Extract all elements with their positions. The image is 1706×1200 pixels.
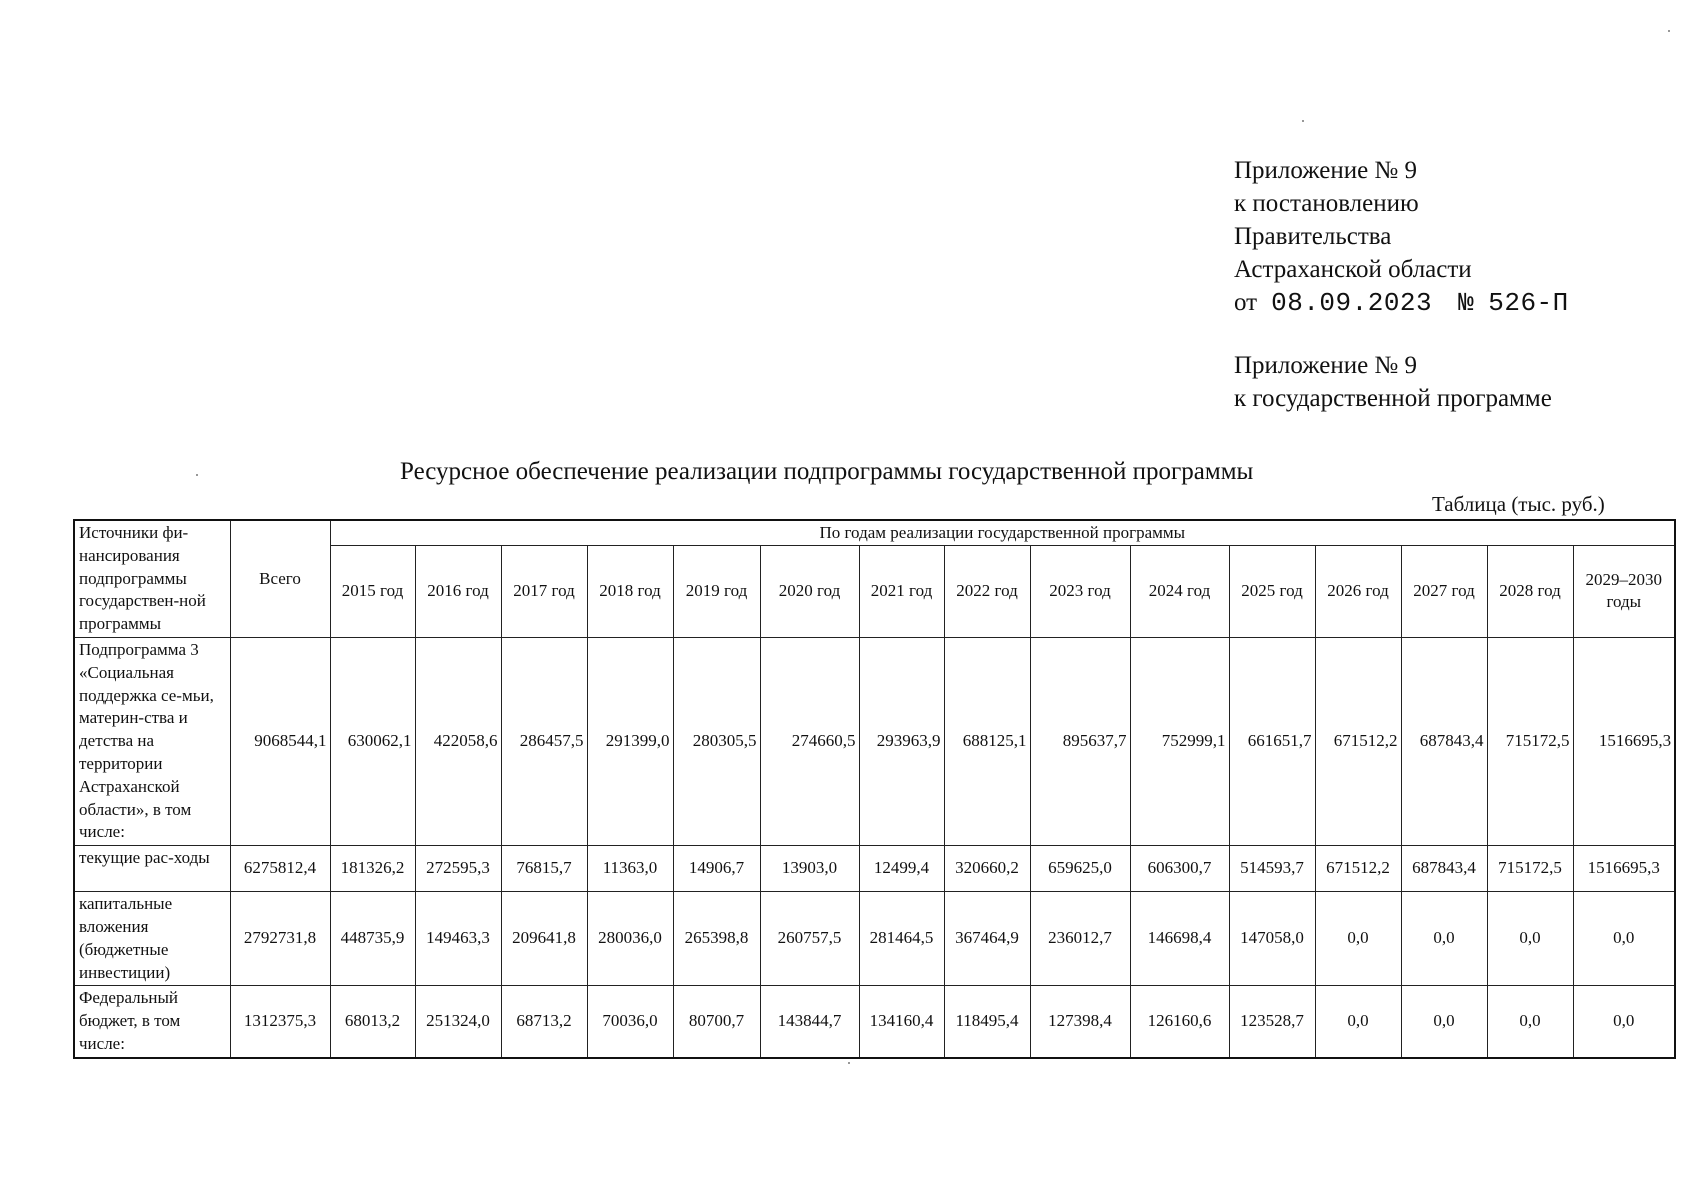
cell-value: 0,0: [1315, 986, 1401, 1058]
cell-value: 715172,5: [1487, 637, 1573, 845]
table-row: [74, 846, 1675, 892]
header-source: Источники фи-нансирования подпрограммы государствен-ной программы: [74, 520, 230, 637]
cell-value: 293963,9: [859, 637, 944, 845]
header-year: 2018 год: [587, 545, 673, 637]
header-year: 2015 год: [330, 545, 415, 637]
cell-value: 272595,3: [415, 846, 501, 892]
header-years-group: По годам реализации государственной программы: [330, 520, 1675, 545]
cell-value: 422058,6: [415, 637, 501, 845]
header-total: Всего: [230, 520, 330, 637]
cell-value: 286457,5: [501, 637, 587, 845]
header-year: 2016 год: [415, 545, 501, 637]
cell-value: 630062,1: [330, 637, 415, 845]
header-year: 2021 год: [859, 545, 944, 637]
scan-speck: [1668, 30, 1670, 32]
cell-value: 123528,7: [1229, 986, 1315, 1058]
cell-value: 127398,4: [1030, 986, 1130, 1058]
table-row: [74, 986, 1675, 1058]
program-appendix-number: Приложение № 9: [1234, 352, 1418, 379]
table-row: [74, 637, 1675, 845]
cell-value: 143844,7: [760, 986, 859, 1058]
scan-speck: [1302, 120, 1304, 122]
header-year: 2019 год: [673, 545, 760, 637]
table-header-row: [74, 520, 1675, 545]
row-total: 9068544,1: [230, 637, 330, 845]
cell-value: 280036,0: [587, 892, 673, 986]
cell-value: 118495,4: [944, 986, 1030, 1058]
decree-date: 08.09.2023: [1271, 288, 1433, 318]
cell-value: 514593,7: [1229, 846, 1315, 892]
decree-appendix-line4: Астраханской области: [1234, 256, 1472, 283]
cell-value: 280305,5: [673, 637, 760, 845]
decree-appendix-line3: Правительства: [1234, 223, 1392, 250]
program-appendix-block: [1234, 349, 1552, 415]
header-year: 2027 год: [1401, 545, 1487, 637]
cell-value: 236012,7: [1030, 892, 1130, 986]
decree-appendix-number: Приложение № 9: [1234, 157, 1418, 184]
cell-value: 76815,7: [501, 846, 587, 892]
cell-value: 13903,0: [760, 846, 859, 892]
cell-value: 291399,0: [587, 637, 673, 845]
cell-value: 687843,4: [1401, 637, 1487, 845]
row-source: Федеральный бюджет, в том числе:: [74, 986, 230, 1058]
cell-value: 448735,9: [330, 892, 415, 986]
program-appendix-line2: к государственной программе: [1234, 385, 1552, 412]
cell-value: 0,0: [1573, 892, 1675, 986]
header-year: 2023 год: [1030, 545, 1130, 637]
cell-value: 274660,5: [760, 637, 859, 845]
row-source: текущие рас-ходы: [74, 846, 230, 892]
cell-value: 659625,0: [1030, 846, 1130, 892]
header-year: 2028 год: [1487, 545, 1573, 637]
cell-value: 12499,4: [859, 846, 944, 892]
cell-value: 0,0: [1401, 986, 1487, 1058]
cell-value: 0,0: [1315, 892, 1401, 986]
cell-value: 126160,6: [1130, 986, 1229, 1058]
row-total: 1312375,3: [230, 986, 330, 1058]
decree-date-prefix: от: [1234, 289, 1258, 316]
row-total: 6275812,4: [230, 846, 330, 892]
row-total: 2792731,8: [230, 892, 330, 986]
cell-value: 688125,1: [944, 637, 1030, 845]
cell-value: 260757,5: [760, 892, 859, 986]
cell-value: 11363,0: [587, 846, 673, 892]
cell-value: 1516695,3: [1573, 637, 1675, 845]
cell-value: 606300,7: [1130, 846, 1229, 892]
cell-value: 80700,7: [673, 986, 760, 1058]
decree-date-line: [1234, 286, 1569, 320]
resource-table: [73, 519, 1676, 1059]
decree-number-sign: №: [1458, 288, 1475, 318]
document-title: Ресурсное обеспечение реализации подпрограммы государственной программы: [400, 458, 1254, 485]
header-year: 2025 год: [1229, 545, 1315, 637]
decree-appendix-block: [1234, 154, 1569, 320]
decree-appendix-line2: к постановлению: [1234, 190, 1419, 217]
cell-value: 134160,4: [859, 986, 944, 1058]
cell-value: 1516695,3: [1573, 846, 1675, 892]
header-year: 2026 год: [1315, 545, 1401, 637]
cell-value: 0,0: [1573, 986, 1675, 1058]
cell-value: 265398,8: [673, 892, 760, 986]
cell-value: 367464,9: [944, 892, 1030, 986]
row-source: Подпрограмма 3 «Социальная поддержка се-мьи, материн-ства и детства на территории Астраханской области», в том числе:: [74, 637, 230, 845]
cell-value: 68713,2: [501, 986, 587, 1058]
decree-number: 526-П: [1488, 288, 1569, 318]
table-caption: Таблица (тыс. руб.): [1432, 492, 1605, 516]
header-year: 2017 год: [501, 545, 587, 637]
cell-value: 0,0: [1401, 892, 1487, 986]
cell-value: 687843,4: [1401, 846, 1487, 892]
cell-value: 0,0: [1487, 892, 1573, 986]
cell-value: 895637,7: [1030, 637, 1130, 845]
cell-value: 671512,2: [1315, 846, 1401, 892]
cell-value: 661651,7: [1229, 637, 1315, 845]
cell-value: 146698,4: [1130, 892, 1229, 986]
scan-speck: [196, 474, 198, 476]
cell-value: 68013,2: [330, 986, 415, 1058]
header-year: 2029–2030 годы: [1573, 545, 1675, 637]
header-year: 2022 год: [944, 545, 1030, 637]
cell-value: 149463,3: [415, 892, 501, 986]
cell-value: 281464,5: [859, 892, 944, 986]
cell-value: 70036,0: [587, 986, 673, 1058]
cell-value: 320660,2: [944, 846, 1030, 892]
cell-value: 715172,5: [1487, 846, 1573, 892]
table-row: [74, 892, 1675, 986]
cell-value: 14906,7: [673, 846, 760, 892]
cell-value: 181326,2: [330, 846, 415, 892]
scan-speck: [848, 1062, 850, 1064]
header-year: 2020 год: [760, 545, 859, 637]
row-source: капитальные вложения (бюджетные инвестиции): [74, 892, 230, 986]
cell-value: 752999,1: [1130, 637, 1229, 845]
cell-value: 671512,2: [1315, 637, 1401, 845]
cell-value: 147058,0: [1229, 892, 1315, 986]
cell-value: 209641,8: [501, 892, 587, 986]
header-year: 2024 год: [1130, 545, 1229, 637]
cell-value: 0,0: [1487, 986, 1573, 1058]
cell-value: 251324,0: [415, 986, 501, 1058]
